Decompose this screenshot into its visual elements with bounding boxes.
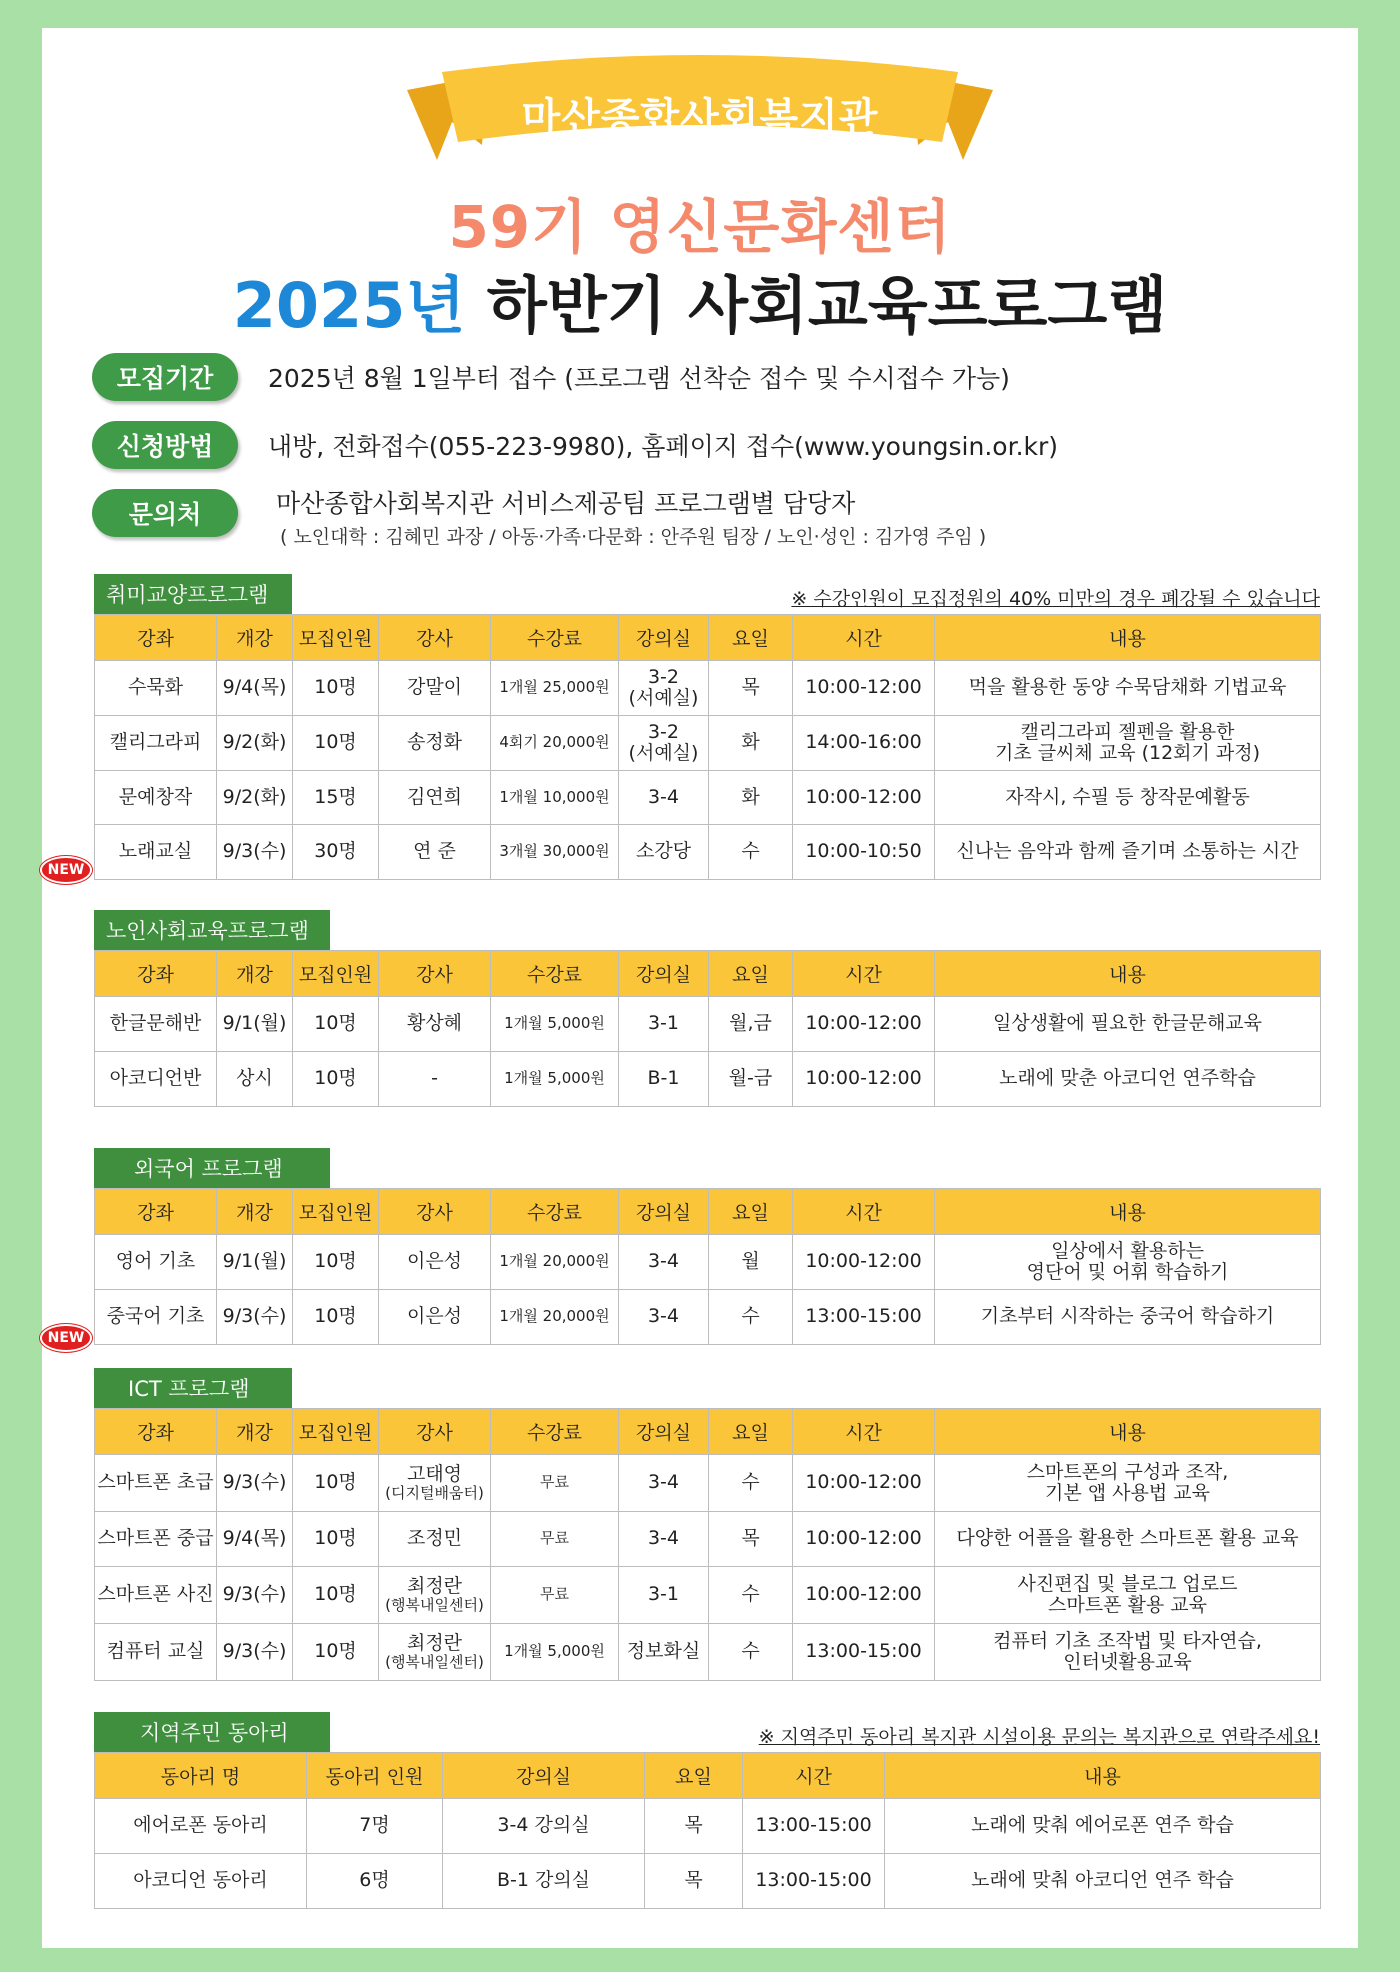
capacity-cell: 10명 xyxy=(293,997,379,1052)
instructor-org: (행복내일센터) xyxy=(385,1653,484,1672)
day-cell: 수 xyxy=(709,825,793,880)
day-cell: 목 xyxy=(709,1512,793,1567)
course-cell: 노래교실 xyxy=(95,825,217,880)
start-cell: 9/3(수) xyxy=(217,1624,293,1681)
start-cell: 9/1(월) xyxy=(217,997,293,1052)
column-header: 요일 xyxy=(709,1409,793,1455)
table-hobby xyxy=(94,614,1321,880)
table-row xyxy=(95,716,1321,771)
column-header: 개강 xyxy=(217,1409,293,1455)
room-cell: 3-4 xyxy=(619,1455,709,1512)
content-cell-line: 일상에서 활용하는 xyxy=(1051,1240,1204,1263)
fee-cell: 1개월 5,000원 xyxy=(491,1624,619,1681)
section-note-club xyxy=(759,1722,1320,1749)
column-header: 시간 xyxy=(793,951,935,997)
time-cell: 10:00-12:00 xyxy=(793,661,935,716)
fee-cell: 1개월 20,000원 xyxy=(491,1290,619,1345)
room-cell: B-1 강의실 xyxy=(443,1854,645,1909)
column-header: 시간 xyxy=(743,1753,885,1799)
capacity-cell: 10명 xyxy=(293,1290,379,1345)
table-row xyxy=(95,1290,1321,1345)
content-cell: 노래에 맞춰 에어로폰 연주 학습 xyxy=(885,1799,1321,1854)
start-cell: 상시 xyxy=(217,1052,293,1107)
instructor-cell xyxy=(379,1567,491,1624)
instructor-cell xyxy=(379,1624,491,1681)
fee-cell: 3개월 30,000원 xyxy=(491,825,619,880)
ribbon-banner xyxy=(42,50,1358,180)
column-header: 수강료 xyxy=(491,1409,619,1455)
column-header: 수강료 xyxy=(491,1189,619,1235)
time-cell: 10:00-12:00 xyxy=(793,1455,935,1512)
instructor-cell: 김연희 xyxy=(379,771,491,825)
course-cell: 영어 기초 xyxy=(95,1235,217,1290)
instructor-cell: 연 준 xyxy=(379,825,491,880)
instructor-cell: - xyxy=(379,1052,491,1107)
title-rest: 하반기 사회교육프로그램 xyxy=(465,269,1168,342)
day-cell: 수 xyxy=(709,1567,793,1624)
time-cell: 10:00-12:00 xyxy=(793,771,935,825)
content-cell-line: 인터넷활용교육 xyxy=(1063,1651,1192,1673)
time-cell: 13:00-15:00 xyxy=(793,1290,935,1345)
instructor-cell xyxy=(379,1455,491,1512)
table-row xyxy=(95,1052,1321,1107)
table-header-row xyxy=(95,1409,1321,1455)
method-pill: 신청방법 xyxy=(92,421,238,469)
fee-cell: 무료 xyxy=(491,1512,619,1567)
column-header: 강사 xyxy=(379,1189,491,1235)
room-cell: 정보화실 xyxy=(619,1624,709,1681)
instructor-cell: 이은성 xyxy=(379,1290,491,1345)
room-cell-line: 3-2 xyxy=(647,721,680,744)
content-cell xyxy=(935,1567,1321,1624)
column-header: 강의실 xyxy=(619,1409,709,1455)
content-cell: 먹을 활용한 동양 수묵담채화 기법교육 xyxy=(935,661,1321,716)
section-label-club: 지역주민 동아리 xyxy=(94,1712,330,1752)
course-cell: 한글문해반 xyxy=(95,997,217,1052)
table-row xyxy=(95,1799,1321,1854)
column-header: 강의실 xyxy=(619,1189,709,1235)
instructor-cell: 강말이 xyxy=(379,661,491,716)
content-cell-line: 캘리그라피 젤펜을 활용한 xyxy=(1020,721,1235,744)
fee-cell: 1개월 20,000원 xyxy=(491,1235,619,1290)
course-cell: 문예창작 xyxy=(95,771,217,825)
method-text: 내방, 전화접수(055-223-9980), 홈페이지 접수(www.youngsin.or.kr) xyxy=(268,432,1059,461)
column-header: 강의실 xyxy=(619,615,709,661)
fee-cell: 무료 xyxy=(491,1455,619,1512)
ribbon-title: 마산종합사회복지관 xyxy=(521,95,879,141)
day-cell: 월-금 xyxy=(709,1052,793,1107)
instructor-name: 최정란 xyxy=(406,1632,463,1655)
day-cell: 목 xyxy=(645,1799,743,1854)
content-cell: 기초부터 시작하는 중국어 학습하기 xyxy=(935,1290,1321,1345)
time-cell: 13:00-15:00 xyxy=(743,1854,885,1909)
table-language xyxy=(94,1188,1321,1345)
column-header: 모집인원 xyxy=(293,951,379,997)
instructor-cell: 이은성 xyxy=(379,1235,491,1290)
column-header: 모집인원 xyxy=(293,615,379,661)
time-cell: 10:00-12:00 xyxy=(793,1567,935,1624)
content-cell: 신나는 음악과 함께 즐기며 소통하는 시간 xyxy=(935,825,1321,880)
table-row xyxy=(95,1624,1321,1681)
capacity-cell: 30명 xyxy=(293,825,379,880)
table-row xyxy=(95,1854,1321,1909)
capacity-cell: 10명 xyxy=(293,1455,379,1512)
note-text: ※ 수강인원이 모집정원의 40% 미만의 경우 폐강될 수 있습니다 xyxy=(791,588,1320,610)
column-header: 시간 xyxy=(793,1409,935,1455)
club-members-cell: 6명 xyxy=(307,1854,443,1909)
table-row xyxy=(95,661,1321,716)
column-header: 강의실 xyxy=(443,1753,645,1799)
table-header-row xyxy=(95,1189,1321,1235)
instructor-cell: 황상혜 xyxy=(379,997,491,1052)
room-cell xyxy=(619,661,709,716)
column-header: 시간 xyxy=(793,615,935,661)
content-cell: 노래에 맞춘 아코디언 연주학습 xyxy=(935,1052,1321,1107)
room-cell-line: (서예실) xyxy=(628,687,699,709)
contact-pill: 문의처 xyxy=(92,489,238,537)
instructor-name: 고태영 xyxy=(406,1463,463,1486)
day-cell: 월,금 xyxy=(709,997,793,1052)
column-header: 수강료 xyxy=(491,951,619,997)
section-label-language: 외국어 프로그램 xyxy=(94,1148,330,1188)
time-cell: 10:00-10:50 xyxy=(793,825,935,880)
column-header: 모집인원 xyxy=(293,1409,379,1455)
room-cell: 3-4 xyxy=(619,1235,709,1290)
content-cell: 일상생활에 필요한 한글문해교육 xyxy=(935,997,1321,1052)
room-cell: 3-4 xyxy=(619,771,709,825)
column-header: 강사 xyxy=(379,1409,491,1455)
column-header: 강사 xyxy=(379,951,491,997)
content-cell-line: 영단어 및 어휘 학습하기 xyxy=(1026,1261,1229,1283)
capacity-cell: 10명 xyxy=(293,661,379,716)
poster xyxy=(42,28,1358,1948)
capacity-cell: 10명 xyxy=(293,1235,379,1290)
day-cell: 수 xyxy=(709,1624,793,1681)
course-cell: 컴퓨터 교실 xyxy=(95,1624,217,1681)
table-row xyxy=(95,997,1321,1052)
table-header-row xyxy=(95,615,1321,661)
column-header: 내용 xyxy=(935,1189,1321,1235)
table-row xyxy=(95,1235,1321,1290)
content-cell: 자작시, 수필 등 창작문예활동 xyxy=(935,771,1321,825)
table-header-row xyxy=(95,951,1321,997)
day-cell: 화 xyxy=(709,716,793,771)
column-header: 시간 xyxy=(793,1189,935,1235)
room-cell-line: (서예실) xyxy=(628,742,699,764)
new-badge: NEW xyxy=(40,856,92,884)
day-cell: 화 xyxy=(709,771,793,825)
column-header: 강좌 xyxy=(95,615,217,661)
capacity-cell: 10명 xyxy=(293,716,379,771)
day-cell: 목 xyxy=(709,661,793,716)
content-cell xyxy=(935,1235,1321,1290)
start-cell: 9/1(월) xyxy=(217,1235,293,1290)
column-header: 강사 xyxy=(379,615,491,661)
room-cell: 3-4 xyxy=(619,1290,709,1345)
room-cell: 3-4 강의실 xyxy=(443,1799,645,1854)
time-cell: 13:00-15:00 xyxy=(793,1624,935,1681)
start-cell: 9/4(목) xyxy=(217,661,293,716)
new-badge: NEW xyxy=(40,1324,92,1352)
content-cell: 다양한 어플을 활용한 스마트폰 활용 교육 xyxy=(935,1512,1321,1567)
column-header: 요일 xyxy=(645,1753,743,1799)
section-label-hobby: 취미교양프로그램 xyxy=(94,574,292,614)
page-title xyxy=(42,256,1358,345)
room-cell: 소강당 xyxy=(619,825,709,880)
title-year: 2025년 xyxy=(232,269,466,342)
room-cell: B-1 xyxy=(619,1052,709,1107)
fee-cell: 1개월 5,000원 xyxy=(491,997,619,1052)
fee-cell: 1개월 10,000원 xyxy=(491,771,619,825)
info-period xyxy=(92,350,1010,404)
fee-cell: 1개월 5,000원 xyxy=(491,1052,619,1107)
start-cell: 9/3(수) xyxy=(217,1567,293,1624)
column-header: 수강료 xyxy=(491,615,619,661)
fee-cell: 1개월 25,000원 xyxy=(491,661,619,716)
section-label-senior: 노인사회교육프로그램 xyxy=(94,910,330,950)
capacity-cell: 10명 xyxy=(293,1512,379,1567)
course-cell: 수묵화 xyxy=(95,661,217,716)
column-header: 강좌 xyxy=(95,951,217,997)
course-cell: 스마트폰 초급 xyxy=(95,1455,217,1512)
info-method xyxy=(92,418,1058,472)
course-cell: 캘리그라피 xyxy=(95,716,217,771)
room-cell-line: 3-2 xyxy=(647,666,680,689)
time-cell: 14:00-16:00 xyxy=(793,716,935,771)
content-cell xyxy=(935,716,1321,771)
day-cell: 월 xyxy=(709,1235,793,1290)
column-header: 강의실 xyxy=(619,951,709,997)
time-cell: 10:00-12:00 xyxy=(793,997,935,1052)
column-header: 요일 xyxy=(709,951,793,997)
column-header: 개강 xyxy=(217,1189,293,1235)
content-cell xyxy=(935,1624,1321,1681)
start-cell: 9/3(수) xyxy=(217,1455,293,1512)
table-row xyxy=(95,1512,1321,1567)
note-text: ※ 지역주민 동아리 복지관 시설이용 문의는 복지관으로 연락주세요! xyxy=(758,1726,1320,1748)
column-header: 요일 xyxy=(709,1189,793,1235)
content-cell-line: 컴퓨터 기초 조작법 및 타자연습, xyxy=(993,1630,1262,1653)
course-cell: 아코디언반 xyxy=(95,1052,217,1107)
column-header: 내용 xyxy=(935,615,1321,661)
table-header-row xyxy=(95,1753,1321,1799)
period-pill: 모집기간 xyxy=(92,353,238,401)
table-row xyxy=(95,771,1321,825)
table-row xyxy=(95,1567,1321,1624)
period-text: 2025년 8월 1일부터 접수 (프로그램 선착순 접수 및 수시접수 가능) xyxy=(268,364,1010,393)
table-senior xyxy=(94,950,1321,1107)
room-cell: 3-1 xyxy=(619,1567,709,1624)
day-cell: 수 xyxy=(709,1290,793,1345)
column-header: 동아리 인원 xyxy=(307,1753,443,1799)
table-ict xyxy=(94,1408,1321,1681)
day-cell: 목 xyxy=(645,1854,743,1909)
table-club xyxy=(94,1752,1321,1909)
content-cell-line: 기초 글씨체 교육 (12회기 과정) xyxy=(994,742,1261,764)
fee-cell: 무료 xyxy=(491,1567,619,1624)
section-note-hobby xyxy=(791,584,1320,611)
course-cell: 중국어 기초 xyxy=(95,1290,217,1345)
start-cell: 9/3(수) xyxy=(217,825,293,880)
fee-cell: 4회기 20,000원 xyxy=(491,716,619,771)
content-cell xyxy=(935,1455,1321,1512)
instructor-name: 최정란 xyxy=(406,1575,463,1598)
content-cell-line: 스마트폰 활용 교육 xyxy=(1048,1594,1207,1616)
start-cell: 9/2(화) xyxy=(217,771,293,825)
column-header: 개강 xyxy=(217,615,293,661)
instructor-org: (디지털배움터) xyxy=(385,1484,484,1503)
column-header: 동아리 명 xyxy=(95,1753,307,1799)
day-cell: 수 xyxy=(709,1455,793,1512)
course-cell: 스마트폰 사진 xyxy=(95,1567,217,1624)
column-header: 내용 xyxy=(885,1753,1321,1799)
content-cell-line: 스마트폰의 구성과 조작, xyxy=(1026,1461,1229,1484)
column-header: 모집인원 xyxy=(293,1189,379,1235)
instructor-cell: 조정민 xyxy=(379,1512,491,1567)
table-row xyxy=(95,1455,1321,1512)
column-header: 강좌 xyxy=(95,1409,217,1455)
content-cell: 노래에 맞춰 아코디언 연주 학습 xyxy=(885,1854,1321,1909)
subtitle: 59기 영신문화센터 xyxy=(448,193,952,261)
column-header: 강좌 xyxy=(95,1189,217,1235)
club-members-cell: 7명 xyxy=(307,1799,443,1854)
time-cell: 10:00-12:00 xyxy=(793,1052,935,1107)
course-cell: 스마트폰 중급 xyxy=(95,1512,217,1567)
start-cell: 9/2(화) xyxy=(217,716,293,771)
club-name-cell: 아코디언 동아리 xyxy=(95,1854,307,1909)
column-header: 내용 xyxy=(935,951,1321,997)
column-header: 개강 xyxy=(217,951,293,997)
capacity-cell: 15명 xyxy=(293,771,379,825)
column-header: 내용 xyxy=(935,1409,1321,1455)
table-row xyxy=(95,825,1321,880)
instructor-cell: 송정화 xyxy=(379,716,491,771)
start-cell: 9/4(목) xyxy=(217,1512,293,1567)
capacity-cell: 10명 xyxy=(293,1052,379,1107)
time-cell: 10:00-12:00 xyxy=(793,1512,935,1567)
contact-text: 마산종합사회복지관 서비스제공팀 프로그램별 담당자 xyxy=(276,489,856,518)
column-header: 요일 xyxy=(709,615,793,661)
room-cell: 3-1 xyxy=(619,997,709,1052)
contact-detail: ( 노인대학 : 김혜민 과장 / 아동·가족·다문화 : 안주원 팀장 / 노인·성인 : 김가영 주임 ) xyxy=(280,526,987,548)
club-name-cell: 에어로폰 동아리 xyxy=(95,1799,307,1854)
section-label-ict: ICT 프로그램 xyxy=(94,1368,292,1408)
start-cell: 9/3(수) xyxy=(217,1290,293,1345)
instructor-org: (행복내일센터) xyxy=(385,1596,484,1615)
content-cell-line: 기본 앱 사용법 교육 xyxy=(1045,1482,1210,1504)
time-cell: 10:00-12:00 xyxy=(793,1235,935,1290)
room-cell: 3-4 xyxy=(619,1512,709,1567)
capacity-cell: 10명 xyxy=(293,1567,379,1624)
time-cell: 13:00-15:00 xyxy=(743,1799,885,1854)
content-cell-line: 사진편집 및 블로그 업로드 xyxy=(1017,1573,1238,1596)
capacity-cell: 10명 xyxy=(293,1624,379,1681)
room-cell xyxy=(619,716,709,771)
